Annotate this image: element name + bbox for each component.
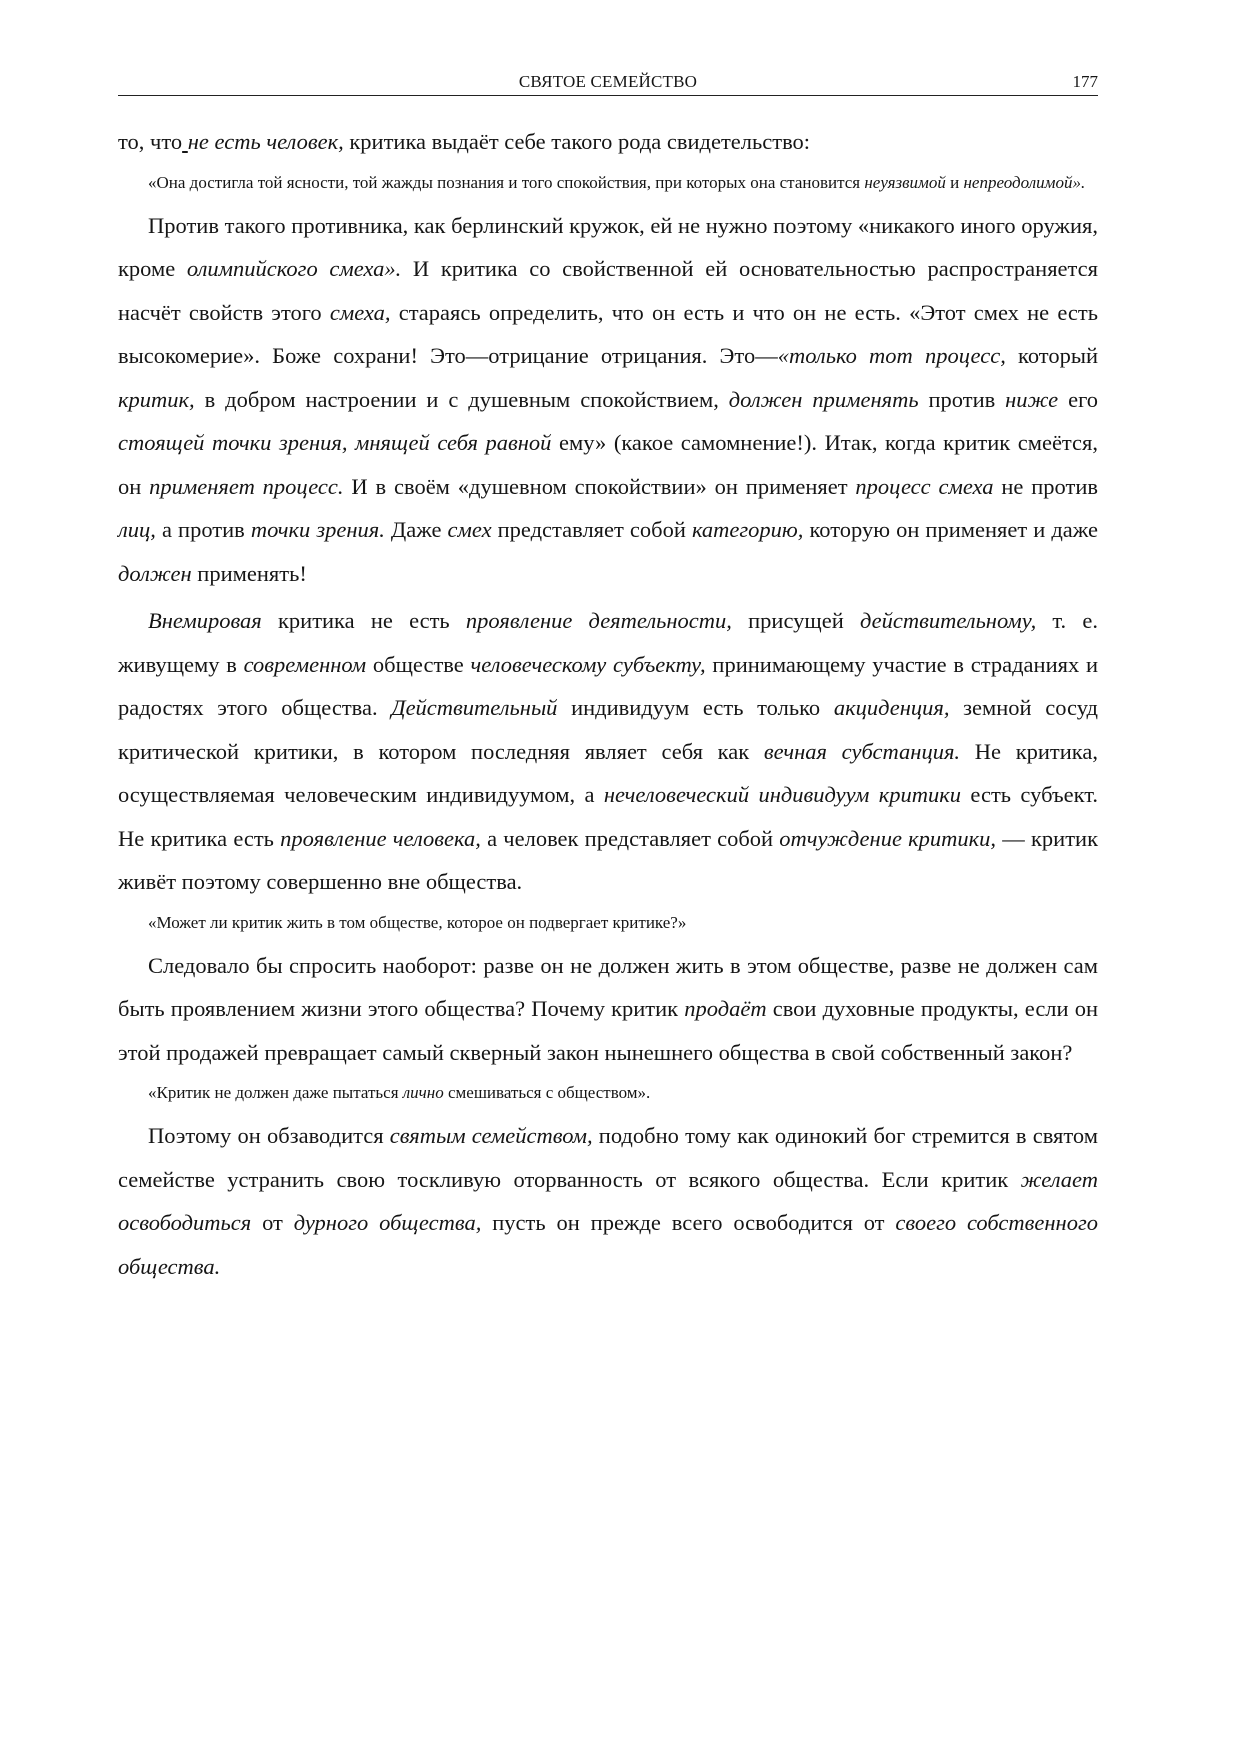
page-number: 177 (1072, 72, 1098, 91)
quote-2: «Может ли критик жить в том обществе, которое он подвергает критике?» (148, 912, 687, 932)
quote-1: «Она достигла той ясности, той жажды познания и того спокойствия, при которых она становится неуязвимой и непреодолимой». (148, 172, 1086, 192)
paragraph-3: Внемировая критика не есть проявление деятельности, присущей действительному, т. е. живущему в современном обществе человеческому субъекту, принимающему участие в страданиях и радостях этого общества. Действительный индивидуум есть только акциденция, земной сосуд критической критики, в котором последняя являет себя как вечная субстанция. Не критика, осуществляемая человеческим индивидуумом, а нечеловеческий индивидуум критики есть субъект. Не критика есть проявление человека, а человек представляет собой отчуждение критики, — критик живёт поэтому совершенно вне общества. (118, 608, 1099, 894)
running-title: СВЯТОЕ СЕМЕЙСТВО (518, 72, 698, 91)
paragraph-1: то, что не есть человек, критика выдаёт себе такого рода свидетельство: (118, 129, 811, 154)
body-text (118, 120, 1098, 1288)
quote-3: «Критик не должен даже пытаться лично смешиваться с обществом». (148, 1083, 651, 1102)
paragraph-4: Следовало бы спросить наоборот: разве он не должен жить в этом обществе, разве не должен сам быть проявлением жизни этого общества? Почему критик продаёт свои духовные продукты, если он этой продажей превращает самый скверный закон нынешнего общества в свой собственный закон? (118, 952, 1098, 1065)
paragraph-5: Поэтому он обзаводится святым семейством, подобно тому как одинокий бог стремится в святом семействе устранить свою тоскливую оторванность от всякого общества. Если критик желает освободиться от дурного общества, пусть он прежде всего освободится от своего собственного общества. (118, 1123, 1098, 1279)
document-page (118, 68, 1098, 1288)
paragraph-2: Против такого противника, как берлинский кружок, ей не нужно поэтому «никакого иного оружия, кроме олимпийского смеха». И критика со свойственной ей основательностью распространяется насчёт свойств этого смеха, стараясь определить, что он есть и что он не есть. «Этот смех не есть высокомерие». Боже сохрани! Это—отрицание отрицания. Это—«только тот процесс, который критик, в добром настроении и с душевным спокойствием, должен применять против ниже его стоящей точки зрения, мнящей себя равной ему» (какое самомнение!). Итак, когда критик смеётся, он применяет процесс. И в своём «душевном спокойствии» он применяет процесс смеха не против лиц, а против точки зрения. Даже смех представляет собой категорию, которую он применяет и даже должен применять! (118, 212, 1099, 586)
running-header (118, 68, 1098, 96)
